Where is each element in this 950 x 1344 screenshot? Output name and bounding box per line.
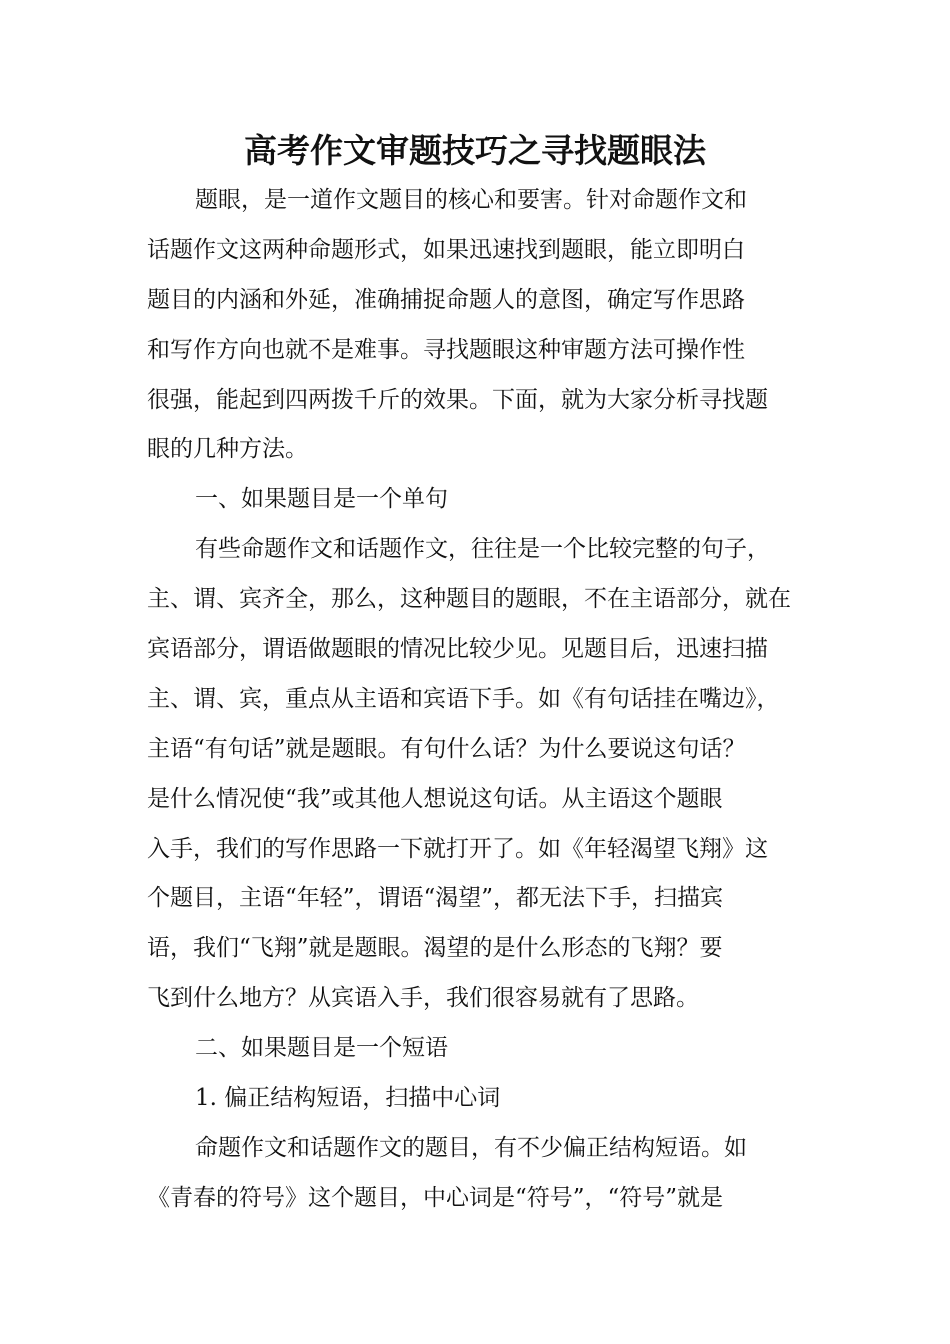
paragraph-line: 个题目，主语“年轻”，谓语“渴望”，都无法下手，扫描宾 bbox=[147, 885, 724, 912]
section-heading: 二、如果题目是一个短语 bbox=[195, 1035, 448, 1062]
paragraph-line: 题目的内涵和外延，准确捕捉命题人的意图，确定写作思路 bbox=[147, 286, 745, 313]
paragraph-line: 和写作方向也就不是难事。寻找题眼这种审题方法可操作性 bbox=[147, 336, 745, 363]
paragraph-line: 飞到什么地方？从宾语入手，我们很容易就有了思路。 bbox=[147, 985, 699, 1012]
paragraph-line: 很强，能起到四两拨千斤的效果。下面，就为大家分析寻找题 bbox=[147, 386, 768, 413]
paragraph-line: 命题作文和话题作文的题目，有不少偏正结构短语。如 bbox=[195, 1134, 747, 1161]
paragraph-line: 《青春的符号》这个题目，中心词是“符号”，“符号”就是 bbox=[147, 1184, 724, 1211]
paragraph-line: 题眼，是一道作文题目的核心和要害。针对命题作文和 bbox=[195, 187, 747, 213]
paragraph-line: 眼的几种方法。 bbox=[147, 436, 308, 463]
paragraph-line: 主语“有句话”就是题眼。有句什么话？为什么要说这句话？ bbox=[147, 735, 746, 762]
paragraph-line: 话题作文这两种命题形式，如果迅速找到题眼，能立即明白 bbox=[147, 236, 745, 263]
paragraph-line: 宾语部分，谓语做题眼的情况比较少见。见题目后，迅速扫描 bbox=[147, 636, 768, 663]
paragraph-line: 有些命题作文和话题作文，往往是一个比较完整的句子， bbox=[195, 536, 770, 563]
section-heading: 一、如果题目是一个单句 bbox=[195, 486, 448, 513]
page-title: 高考作文审题技巧之寻找题眼法 bbox=[244, 131, 706, 170]
subsection-heading: 1. 偏正结构短语，扫描中心词 bbox=[195, 1085, 501, 1112]
paragraph-line: 主、谓、宾齐全，那么，这种题目的题眼，不在主语部分，就在 bbox=[147, 586, 791, 613]
paragraph-line: 是什么情况使“我”或其他人想说这句话。从主语这个题眼 bbox=[147, 785, 723, 812]
paragraph-line: 语，我们“飞翔”就是题眼。渴望的是什么形态的飞翔？要 bbox=[147, 935, 723, 962]
document-body bbox=[147, 176, 807, 1224]
paragraph-line: 入手，我们的写作思路一下就打开了。如《年轻渴望飞翔》这 bbox=[147, 835, 768, 862]
paragraph-line: 主、谓、宾，重点从主语和宾语下手。如《有句话挂在嘴边》， bbox=[147, 685, 780, 712]
